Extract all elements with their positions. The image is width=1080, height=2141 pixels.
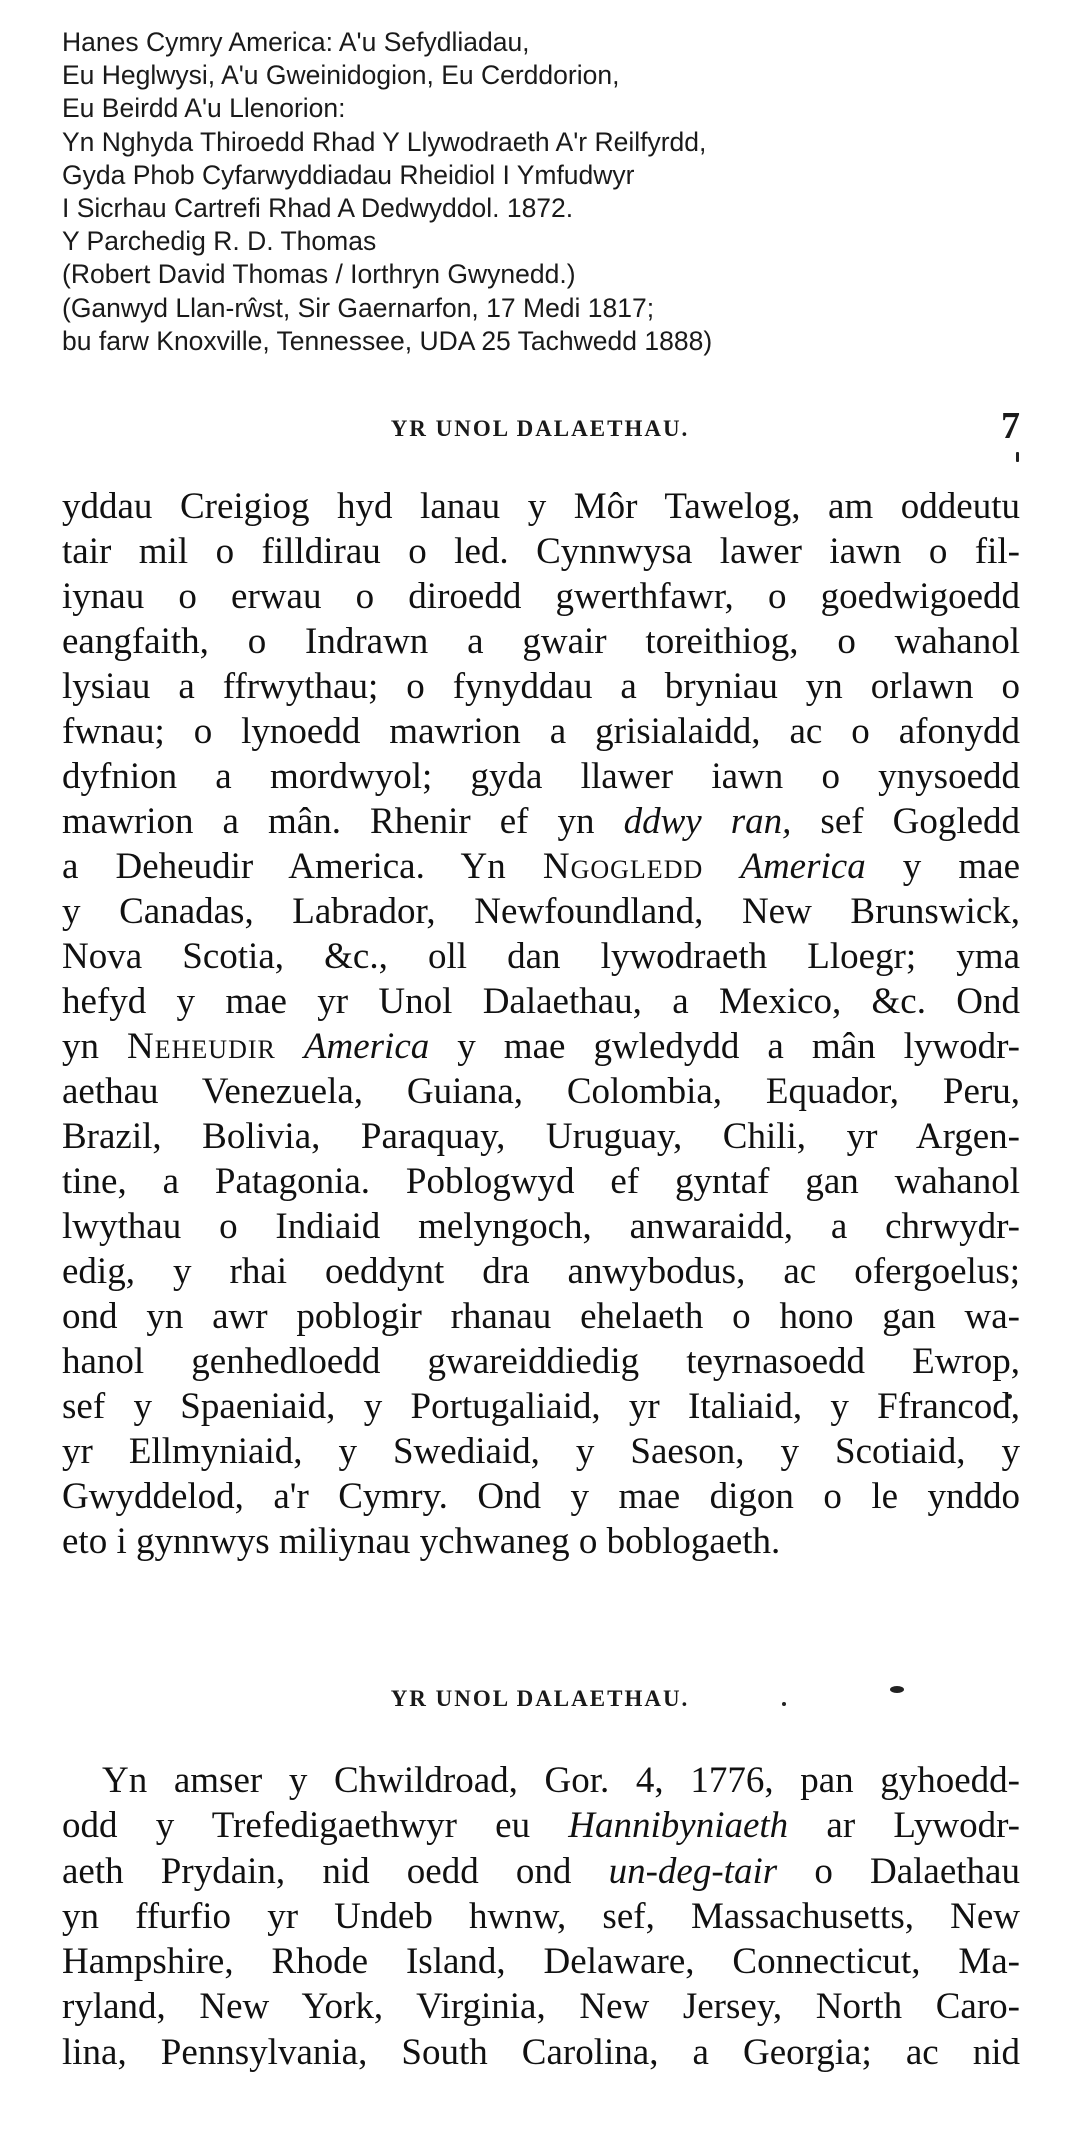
running-head <box>60 405 1020 448</box>
header-line: (Ganwyd Llan-rŵst, Sir Gaernarfon, 17 Medi 1817; <box>62 292 655 323</box>
text-run: ar Lywodr- <box>826 1805 1021 1847</box>
text-line: Brazil, Bolivia, Paraquay, Uruguay, Chili, yr Argen- <box>62 1116 1020 1157</box>
running-title: YR UNOL DALAETHAU. <box>390 416 690 441</box>
body-paragraph <box>62 1758 1020 2075</box>
text-line: hefyd y mae yr Unol Dalaethau, a Mexico, &c. Ond <box>62 981 1020 1022</box>
text-run: y mae <box>902 846 1021 887</box>
text-line <box>62 1803 1020 1848</box>
text-line: tine, a Patagonia. Poblogwyd ef gyntaf gan wahanol <box>62 1161 1020 1202</box>
text-line: ond yn awr poblogir rhanau ehelaeth o hono gan wa- <box>62 1296 1020 1337</box>
header-line: Yn Nghyda Thiroedd Rhad Y Llywodraeth A'r Reilfyrdd, <box>62 126 707 157</box>
small-caps-term: Ngogledd <box>542 846 704 887</box>
italic-term: America <box>740 846 866 887</box>
text-line <box>62 1849 1020 1894</box>
text-line <box>62 844 1020 889</box>
text-line: dyfnion a mordwyol; gyda llawer iawn o ynysoedd <box>62 756 1020 797</box>
text-line: tair mil o filldirau o led. Cynnwysa lawer iawn o fil- <box>62 531 1020 572</box>
text-run: a Deheudir America. Yn <box>62 846 506 887</box>
text-line: yddau Creigiog hyd lanau y Môr Tawelog, am oddeutu <box>62 486 1020 527</box>
text-line: Nova Scotia, &c., oll dan lywodraeth Lloegr; yma <box>62 936 1020 977</box>
italic-term: America <box>303 1026 430 1067</box>
text-line: aethau Venezuela, Guiana, Colombia, Equador, Peru, <box>62 1071 1020 1112</box>
text-line: sef y Spaeniaid, y Portugaliaid, yr Italiaid, y Ffrancod, <box>62 1386 1020 1427</box>
italic-term: un-deg-tair <box>608 1850 778 1892</box>
text-line: yn ffurfio yr Undeb hwnw, sef, Massachusetts, New <box>62 1895 1020 1937</box>
text-line: lwythau o Indiaid melyngoch, anwaraidd, a chrwydr- <box>62 1206 1020 1247</box>
scan-speck <box>1016 452 1019 462</box>
header-line: (Robert David Thomas / Iorthryn Gwynedd.) <box>62 259 576 290</box>
italic-term: Hannibyniaeth <box>568 1805 789 1847</box>
text-line: lysiau a ffrwythau; o fynyddau a bryniau yn orlawn o <box>62 666 1020 707</box>
section-heading: YR UNOL DALAETHAU. <box>390 1686 690 1711</box>
text-line <box>62 799 1020 844</box>
text-line: ryland, New York, Virginia, New Jersey, North Caro- <box>62 1986 1020 2028</box>
text-run: mawrion a mân. Rhenir ef yn <box>62 801 595 842</box>
text-line: hanol genhedloedd gwareiddiedig teyrnasoedd Ewrop, <box>62 1341 1020 1382</box>
text-line: eangfaith, o Indrawn a gwair toreithiog, o wahanol <box>62 621 1020 662</box>
text-line: eto i gynnwys miliynau ychwaneg o boblogaeth. <box>62 1521 781 1562</box>
text-line: lina, Pennsylvania, South Carolina, a Georgia; ac nid <box>62 2031 1020 2073</box>
header-line: I Sicrhau Cartrefi Rhad A Dedwyddol. 1872. <box>62 193 574 224</box>
text-line: edig, y rhai oeddynt dra anwybodus, ac ofergoelus; <box>62 1251 1020 1292</box>
header-line: Eu Beirdd A'u Llenorion: <box>62 93 346 124</box>
page-number: 7 <box>1001 405 1020 447</box>
text-line: Hampshire, Rhode Island, Delaware, Connecticut, Ma- <box>62 1941 1020 1983</box>
small-caps-term: Neheudir <box>127 1026 276 1067</box>
text-line: Gwyddelod, a'r Cymry. Ond y mae digon o le ynddo <box>62 1476 1020 1517</box>
text-line: fwnau; o lynoedd mawrion a grisialaidd, ac o afonydd <box>62 711 1020 752</box>
header-line: bu farw Knoxville, Tennessee, UDA 25 Tachwedd 1888) <box>62 325 713 356</box>
header-block <box>62 26 1022 358</box>
text-run: odd y Trefedigaethwyr eu <box>62 1805 531 1847</box>
text-line <box>62 1024 1020 1069</box>
text-line: iynau o erwau o diroedd gwerthfawr, o goedwigoedd <box>62 576 1020 617</box>
header-line: Eu Heglwysi, A'u Gweinidogion, Eu Cerddorion, <box>62 60 620 91</box>
text-line: yr Ellmyniaid, y Swediaid, y Saeson, y Scotiaid, y <box>62 1431 1020 1472</box>
italic-term: ddwy ran, <box>623 801 792 842</box>
text-run: sef Gogledd <box>820 801 1021 842</box>
text-line: y Canadas, Labrador, Newfoundland, New Brunswick, <box>62 891 1020 932</box>
header-line: Gyda Phob Cyfarwyddiadau Rheidiol I Ymfudwyr <box>62 159 635 190</box>
text-run: o Dalaethau <box>814 1850 1020 1892</box>
text-run: aeth Prydain, nid oedd ond <box>62 1850 572 1892</box>
text-run: yn <box>62 1026 99 1067</box>
body-paragraph <box>62 484 1020 1564</box>
text-run: y mae gwledydd a mân lywodr- <box>457 1026 1021 1067</box>
text-line: Yn amser y Chwildroad, Gor. 4, 1776, pan gyhoedd- <box>102 1760 1020 1801</box>
header-line: Y Parchedig R. D. Thomas <box>62 226 377 257</box>
header-line: Hanes Cymry America: A'u Sefydliadau, <box>62 27 530 57</box>
